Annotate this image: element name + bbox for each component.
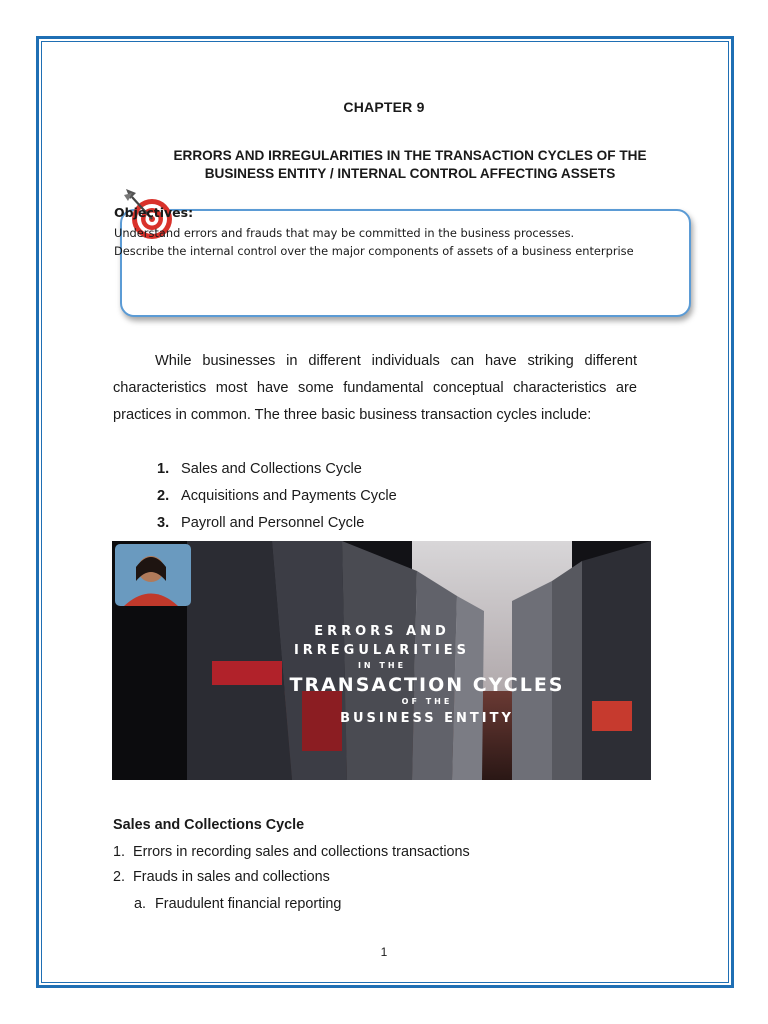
list-number: 2. bbox=[113, 869, 126, 885]
chapter-title-line-1: ERRORS AND IRREGULARITIES IN THE TRANSACTION CYCLES OF THE bbox=[173, 148, 647, 163]
list-item bbox=[134, 896, 341, 912]
page-number: 1 bbox=[380, 945, 388, 959]
list-label: Fraudulent financial reporting bbox=[155, 896, 342, 912]
video-title-line-4: TRANSACTION CYCLES bbox=[289, 674, 565, 696]
chapter-heading: CHAPTER 9 bbox=[343, 99, 425, 115]
list-item bbox=[157, 488, 397, 504]
intro-paragraph-text: While businesses in different individuals can have striking different characteristics most have some fundamental conceptual characteristics are practices in common. The three basic business transaction cycles include: bbox=[113, 353, 637, 423]
list-item bbox=[113, 869, 330, 885]
list-number: 2. bbox=[157, 488, 170, 504]
video-title-line-5: OF THE bbox=[401, 697, 453, 706]
list-item bbox=[113, 844, 470, 860]
section-heading: Sales and Collections Cycle bbox=[113, 817, 305, 833]
list-number: a. bbox=[134, 896, 147, 912]
chapter-title-line-2: BUSINESS ENTITY / INTERNAL CONTROL AFFECTING ASSETS bbox=[204, 166, 616, 181]
video-thumbnail[interactable] bbox=[112, 541, 651, 780]
list-item bbox=[157, 515, 364, 531]
list-number: 3. bbox=[157, 515, 170, 531]
list-label: Sales and Collections Cycle bbox=[181, 461, 362, 477]
intro-paragraph bbox=[113, 348, 637, 429]
list-label: Frauds in sales and collections bbox=[133, 869, 330, 885]
objectives-label: Objectives: bbox=[114, 205, 194, 220]
video-title-line-6: BUSINESS ENTITY bbox=[340, 711, 514, 726]
city-street-image bbox=[112, 541, 651, 780]
list-label: Errors in recording sales and collections transactions bbox=[133, 844, 470, 860]
video-title-line-1: ERRORS AND bbox=[314, 624, 450, 639]
list-number: 1. bbox=[157, 461, 170, 477]
objective-item-1: Understand errors and frauds that may be committed in the business processes. bbox=[114, 226, 575, 240]
video-title-line-2: IRREGULARITIES bbox=[293, 643, 471, 658]
video-title-line-3: IN THE bbox=[357, 661, 407, 670]
list-label: Payroll and Personnel Cycle bbox=[181, 515, 365, 531]
objective-item-2: Describe the internal control over the major components of assets of a business enterprise bbox=[114, 244, 634, 258]
list-label: Acquisitions and Payments Cycle bbox=[181, 488, 397, 504]
chapter-title bbox=[120, 147, 700, 183]
list-number: 1. bbox=[113, 844, 126, 860]
list-item bbox=[157, 461, 362, 477]
